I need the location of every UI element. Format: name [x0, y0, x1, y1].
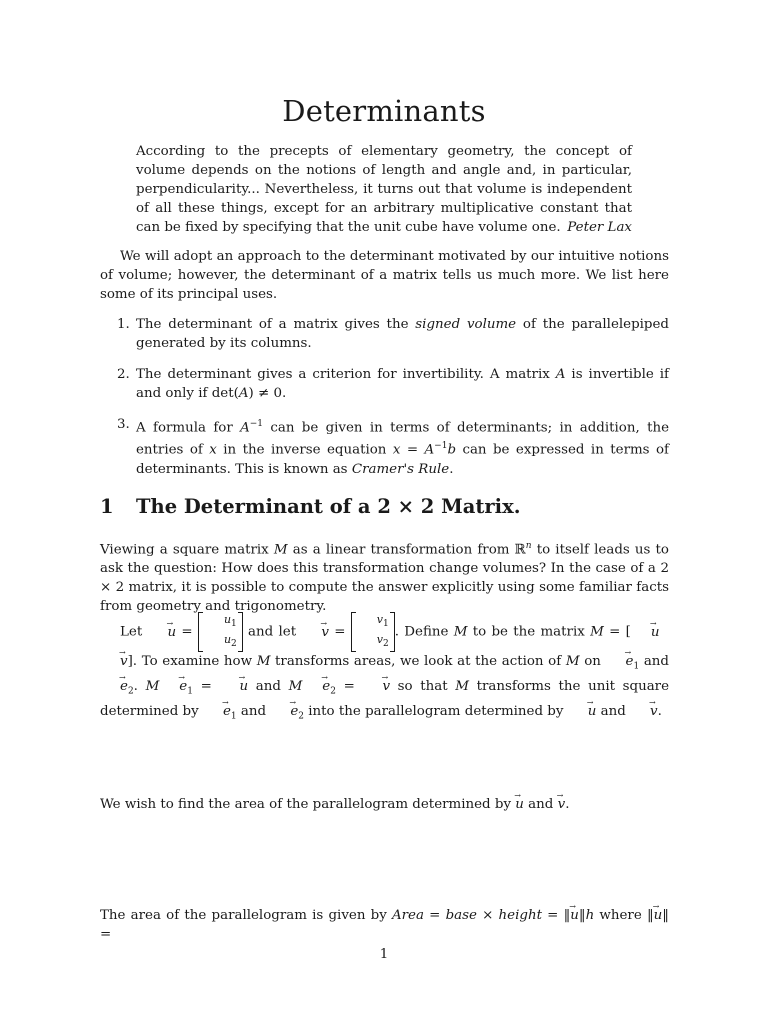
body-paragraph-4: The area of the parallelogram is given by Area = base × height = ‖→ u‖h where ‖→ u‖ = — [100, 906, 669, 944]
body-paragraph-3: We wish to find the area of the parallelogram determined by → u and → v. — [100, 795, 669, 814]
uses-list — [100, 315, 669, 491]
list-item: 1. The determinant of a matrix gives the signed volume of the parallelepiped generated by its columns. — [117, 317, 670, 351]
section-title: The Determinant of a 2 × 2 Matrix. — [136, 495, 521, 518]
epigraph-author: Peter Lax — [567, 220, 632, 235]
u-column-matrix: $u_1$ $u_2$ — [198, 612, 243, 652]
section-heading — [100, 495, 521, 518]
page-number: 1 — [379, 947, 389, 962]
body-paragraph-1: Viewing a square matrix M as a linear transformation from ℝ$^n$ to itself leads us to ask the question: How does this transformation change volumes? In the case of a 2 × 2 matrix, it is possible to compute the answer explicitly using some familiar facts from geometry and trigonometry. — [100, 541, 669, 615]
epigraph-text: According to the precepts of elementary geometry, the concept of volume depends on the notions of length and angle and, in particular, perpendicularity... Nevertheless, it turns out that volume is independent of all these things, except for an arbitrary multiplicative constant that can be fixed by specifying that the unit cube have volume one. — [136, 144, 632, 235]
section-number: 1 — [100, 495, 114, 518]
list-item: 3. A formula for $A^{-1}$ can be given in terms of determinants; in addition, the entries of x in the inverse equation $x = A^{-1}b$ can be expressed in terms of determinants. This is known as Cramer's Rule. — [117, 417, 669, 477]
page-title: Determinants — [282, 94, 486, 128]
v-column-matrix: $v_1$ $v_2$ — [351, 612, 395, 652]
intro-paragraph: We will adopt an approach to the determinant motivated by our intuitive notions of volume; however, the determinant of a matrix tells us much more. We list here some of its principal uses. — [100, 249, 669, 302]
body-paragraph-2: Let → u = $u_1$ $u_2$ and let → v = $v_1$ $v_2$ . Define M to be the matrix M = [→ u → v]. To examine how M transforms areas, we look at the action of M on → $e_1$ and → $e_2$. $M\to e_1$ = → u and $M\to e_2$ = → v so that M transforms the unit square determined by → $e_1$ and → $e_2$ into the parallelogram determined by → u and → v. — [100, 612, 669, 726]
list-item: 2. The determinant gives a criterion for invertibility. A matrix A is invertible if and only if det(A) ≠ 0. — [117, 367, 670, 401]
epigraph — [136, 142, 632, 237]
